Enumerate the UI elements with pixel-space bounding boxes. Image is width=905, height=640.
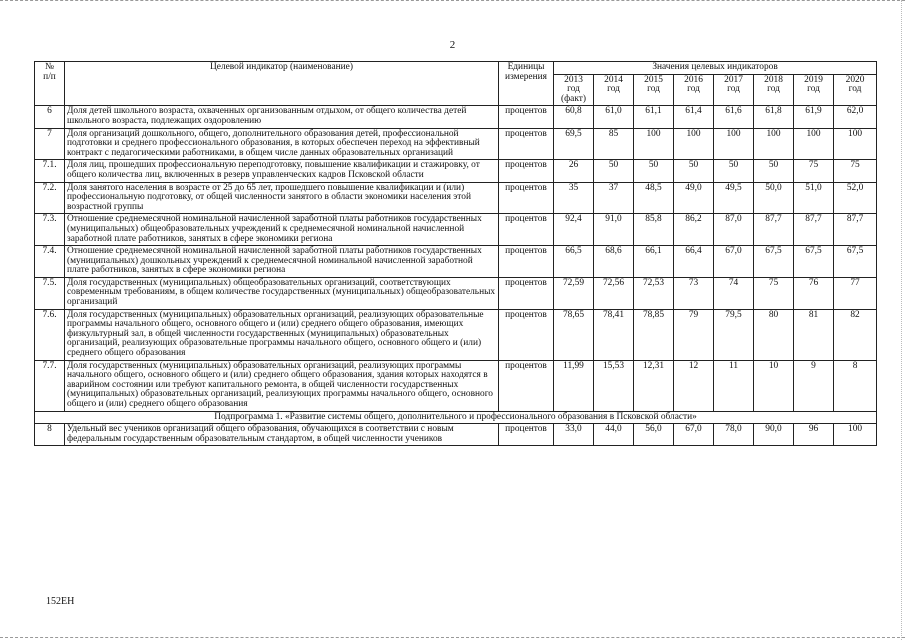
row-number: 7.4. (35, 246, 65, 278)
value-cell: 67,0 (674, 424, 714, 446)
value-cell: 10 (754, 360, 794, 411)
value-cell: 78,0 (714, 424, 754, 446)
value-cell: 100 (794, 128, 834, 160)
value-cell: 75 (834, 160, 877, 182)
indicator-name: Доля государственных (муниципальных) образовательных организаций, реализующих образовательные программы начального общего, основного общего и (или) среднего общего образования, имеющих физкультурный зал, в общей численности государственных (муниципальных) образовательных организаций, реализующих образовательные программы начального общего, основного общего и (или) среднего общего образования (65, 309, 499, 360)
row-number: 7.2. (35, 182, 65, 214)
value-cell: 61,6 (714, 106, 754, 128)
value-cell: 75 (754, 277, 794, 309)
unit-cell: процентов (499, 182, 554, 214)
table-row (35, 214, 877, 246)
unit-cell: процентов (499, 160, 554, 182)
value-cell: 50 (674, 160, 714, 182)
value-cell: 61,0 (594, 106, 634, 128)
value-cell: 81 (794, 309, 834, 360)
value-cell: 74 (714, 277, 754, 309)
value-cell: 9 (794, 360, 834, 411)
value-cell: 49,0 (674, 182, 714, 214)
scan-edge-right (901, 0, 903, 640)
unit-cell: процентов (499, 360, 554, 411)
value-cell: 86,2 (674, 214, 714, 246)
value-cell: 67,5 (834, 246, 877, 278)
value-cell: 67,5 (794, 246, 834, 278)
value-cell: 80 (754, 309, 794, 360)
value-cell: 72,53 (634, 277, 674, 309)
header-year: 2017 год (714, 74, 754, 106)
value-cell: 79 (674, 309, 714, 360)
indicator-name: Доля лиц, прошедших профессиональную переподготовку, повышение квалификации и стажировку, от общего количества лиц, включенных в резерв управленческих кадров Псковской области (65, 160, 499, 182)
value-cell: 33,0 (554, 424, 594, 446)
unit-cell: процентов (499, 106, 554, 128)
value-cell: 72,56 (594, 277, 634, 309)
header-year: 2016 год (674, 74, 714, 106)
table-row (35, 424, 877, 446)
row-number: 7.6. (35, 309, 65, 360)
value-cell: 87,7 (754, 214, 794, 246)
subprogram-title: Подпрограмма 1. «Развитие системы общего, дополнительного и профессионального образования в Псковской области» (35, 411, 877, 424)
value-cell: 100 (754, 128, 794, 160)
header-unit: Единицы измерения (499, 62, 554, 106)
table-row (35, 160, 877, 182)
value-cell: 50 (714, 160, 754, 182)
table-row (35, 106, 877, 128)
value-cell: 62,0 (834, 106, 877, 128)
row-number: 7.1. (35, 160, 65, 182)
indicator-name: Доля детей школьного возраста, охваченных организованным отдыхом, от общего количества детей школьного возраста, подлежащих оздоровлению (65, 106, 499, 128)
table-row (35, 360, 877, 411)
value-cell: 68,6 (594, 246, 634, 278)
table-row (35, 277, 877, 309)
value-cell: 78,41 (594, 309, 634, 360)
scan-edge-bottom (0, 637, 905, 639)
value-cell: 91,0 (594, 214, 634, 246)
unit-cell: процентов (499, 424, 554, 446)
unit-cell: процентов (499, 309, 554, 360)
row-number: 7.3. (35, 214, 65, 246)
table-row (35, 246, 877, 278)
value-cell: 61,1 (634, 106, 674, 128)
value-cell: 11 (714, 360, 754, 411)
unit-cell: процентов (499, 246, 554, 278)
value-cell: 51,0 (794, 182, 834, 214)
table-body (35, 106, 877, 446)
value-cell: 96 (794, 424, 834, 446)
value-cell: 12,31 (634, 360, 674, 411)
value-cell: 90,0 (754, 424, 794, 446)
value-cell: 66,4 (674, 246, 714, 278)
row-number: 8 (35, 424, 65, 446)
indicator-name: Доля государственных (муниципальных) образовательных организаций, реализующих программы начального общего, основного общего и (или) среднего общего образования, здания которых находятся в аварийном состоянии или требуют капитального ремонта, в общей численности государственных (муниципальных) образовательных организаций, реализующих программы начального общего, основного общего и (или) среднего общего образования (65, 360, 499, 411)
indicator-name: Доля занятого населения в возрасте от 25 до 65 лет, прошедшего повышение квалификации и (или) профессиональную подготовку, от общей численности занятого в области экономики населения этой возрастной группы (65, 182, 499, 214)
page-number: 2 (449, 39, 456, 51)
header-num: № п/п (35, 62, 65, 106)
value-cell: 56,0 (634, 424, 674, 446)
value-cell: 69,5 (554, 128, 594, 160)
value-cell: 60,8 (554, 106, 594, 128)
value-cell: 72,59 (554, 277, 594, 309)
value-cell: 50,0 (754, 182, 794, 214)
indicator-name: Отношение среднемесячной номинальной начисленной заработной платы работников государственных (муниципальных) общеобразовательных учреждений к среднемесячной номинальной начисленной заработной плате работников, занятых в сфере экономики региона (65, 214, 499, 246)
table-row (35, 182, 877, 214)
value-cell: 87,0 (714, 214, 754, 246)
header-year: 2018 год (754, 74, 794, 106)
value-cell: 50 (754, 160, 794, 182)
value-cell: 44,0 (594, 424, 634, 446)
value-cell: 77 (834, 277, 877, 309)
value-cell: 50 (634, 160, 674, 182)
scan-edge-top (0, 0, 905, 2)
value-cell: 100 (834, 128, 877, 160)
value-cell: 61,9 (794, 106, 834, 128)
value-cell: 37 (594, 182, 634, 214)
value-cell: 52,0 (834, 182, 877, 214)
indicator-name: Отношение среднемесячной номинальной начисленной заработной платы работников государственных (муниципальных) дошкольных учреждений к среднемесячной номинальной начисленной заработной плате работников, занятых в сфере экономики региона (65, 246, 499, 278)
value-cell: 100 (834, 424, 877, 446)
indicators-table (34, 61, 877, 446)
value-cell: 87,7 (834, 214, 877, 246)
value-cell: 78,85 (634, 309, 674, 360)
value-cell: 50 (594, 160, 634, 182)
header-indicator: Целевой индикатор (наименование) (65, 62, 499, 106)
unit-cell: процентов (499, 128, 554, 160)
value-cell: 11,99 (554, 360, 594, 411)
row-number: 7.7. (35, 360, 65, 411)
table-row (35, 309, 877, 360)
value-cell: 35 (554, 182, 594, 214)
document-code: 152ЕН (46, 596, 75, 607)
value-cell: 85 (594, 128, 634, 160)
value-cell: 82 (834, 309, 877, 360)
value-cell: 76 (794, 277, 834, 309)
value-cell: 61,4 (674, 106, 714, 128)
value-cell: 26 (554, 160, 594, 182)
header-year: 2020 год (834, 74, 877, 106)
indicator-name: Удельный вес учеников организаций общего образования, обучающихся в соответствии с новым федеральным государственным образовательным стандартом, в общей численности учеников (65, 424, 499, 446)
header-year: 2015 год (634, 74, 674, 106)
value-cell: 12 (674, 360, 714, 411)
indicator-name: Доля государственных (муниципальных) общеобразовательных организаций, соответствующих современным требованиям, в общем количестве государственных (муниципальных) общеобразовательных организаций (65, 277, 499, 309)
value-cell: 49,5 (714, 182, 754, 214)
value-cell: 100 (674, 128, 714, 160)
row-number: 7 (35, 128, 65, 160)
value-cell: 85,8 (634, 214, 674, 246)
header-year: 2014 год (594, 74, 634, 106)
header-values-group: Значения целевых индикаторов (554, 62, 877, 75)
row-number: 7.5. (35, 277, 65, 309)
unit-cell: процентов (499, 277, 554, 309)
value-cell: 67,5 (754, 246, 794, 278)
value-cell: 92,4 (554, 214, 594, 246)
row-number: 6 (35, 106, 65, 128)
value-cell: 15,53 (594, 360, 634, 411)
value-cell: 73 (674, 277, 714, 309)
value-cell: 48,5 (634, 182, 674, 214)
table-row (35, 128, 877, 160)
value-cell: 100 (634, 128, 674, 160)
value-cell: 79,5 (714, 309, 754, 360)
value-cell: 66,5 (554, 246, 594, 278)
value-cell: 75 (794, 160, 834, 182)
value-cell: 61,8 (754, 106, 794, 128)
indicator-name: Доля организаций дошкольного, общего, дополнительного образования детей, профессиональной подготовки и среднего профессионального образования, в которых обеспечен переход на эффективный контракт с педагогическими работниками, в общем числе данных образовательных организаций (65, 128, 499, 160)
value-cell: 8 (834, 360, 877, 411)
unit-cell: процентов (499, 214, 554, 246)
value-cell: 66,1 (634, 246, 674, 278)
header-year: 2013 год (факт) (554, 74, 594, 106)
header-row-1 (35, 62, 877, 75)
value-cell: 100 (714, 128, 754, 160)
subprogram-row (35, 411, 877, 424)
value-cell: 87,7 (794, 214, 834, 246)
value-cell: 78,65 (554, 309, 594, 360)
value-cell: 67,0 (714, 246, 754, 278)
header-year: 2019 год (794, 74, 834, 106)
